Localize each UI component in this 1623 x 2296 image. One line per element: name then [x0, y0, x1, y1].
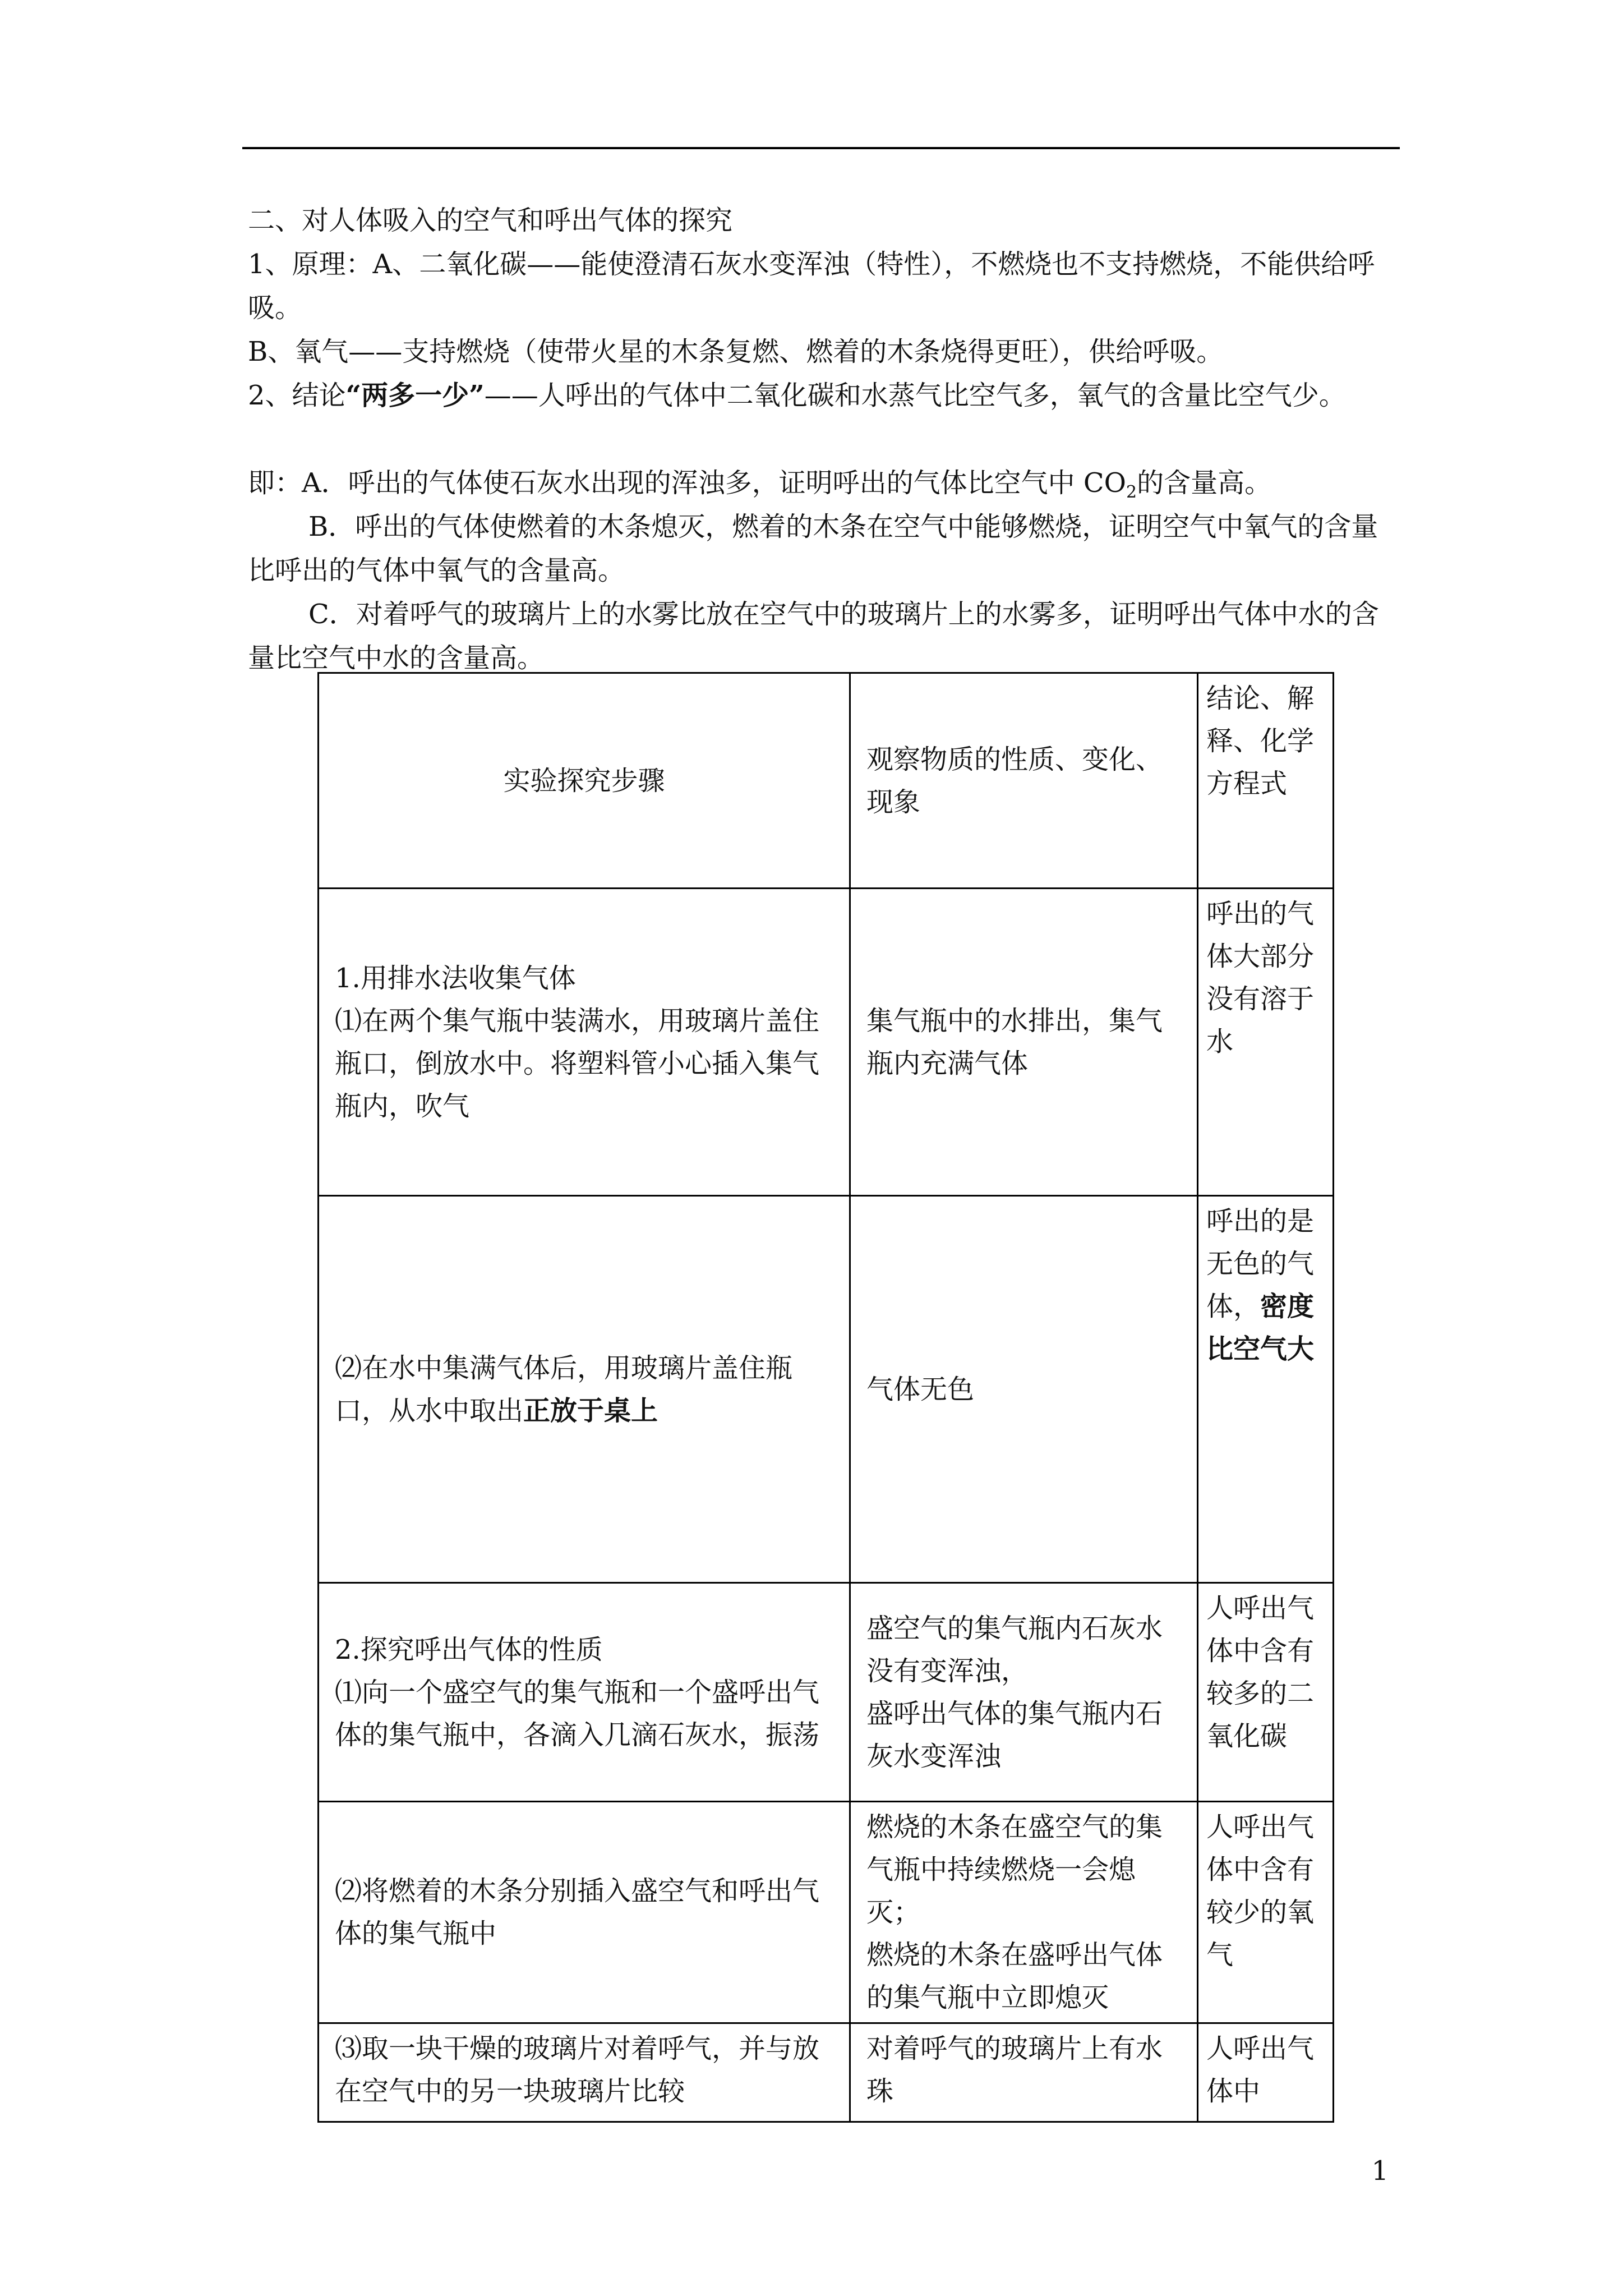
conclusion-line	[248, 374, 1403, 417]
principle-b: B、氧气——支持燃烧（使带火星的木条复燃、燃着的木条烧得更旺），供给呼吸。	[248, 336, 1224, 367]
row4-observation-1: 燃烧的木条在盛空气的集气瓶中持续燃烧一会熄灭；	[866, 1811, 1163, 1928]
row3-observation-2: 盛呼出气体的集气瓶内石灰水变浑浊	[866, 1697, 1163, 1772]
row3-step	[319, 1583, 850, 1802]
conclusion-rest: ——人呼出的气体中二氧化碳和水蒸气比空气多，氧气的含量比空气少。	[484, 380, 1346, 411]
row4-conclusion: 人呼出气体中含有较少的氧气	[1198, 1802, 1334, 2023]
row1-step-title: 1.用排水法收集气体	[335, 962, 576, 994]
row1-step-detail: ⑴在两个集气瓶中装满水，用玻璃片盖住瓶口，倒放水中。将塑料管小心插入集气瓶内，吹气	[335, 1005, 820, 1122]
row3-step-detail: ⑴向一个盛空气的集气瓶和一个盛呼出气体的集气瓶中，各滴入几滴石灰水，振荡	[335, 1676, 820, 1751]
point-a-post: 的含量高。	[1137, 467, 1272, 499]
row2-conclusion-pre: 呼出的是无色的气体，	[1206, 1205, 1315, 1322]
row4-observation	[850, 1802, 1198, 2023]
row2-observation: 气体无色	[850, 1196, 1198, 1583]
row2-step-pre: ⑵在水中集满气体后，用玻璃片盖住瓶口，从水中取出	[335, 1352, 793, 1427]
table-row	[319, 1196, 1334, 1583]
row2-conclusion-bold: 密度比空气大	[1206, 1291, 1315, 1365]
row2-step	[319, 1196, 850, 1583]
row2-step-bold: 正放于桌上	[523, 1395, 658, 1427]
row4-observation-2: 燃烧的木条在盛呼出气体的集气瓶中立即熄灭	[866, 1939, 1163, 2013]
row1-conclusion: 呼出的气体大部分没有溶于水	[1198, 889, 1334, 1196]
row3-observation-1: 盛空气的集气瓶内石灰水没有变浑浊，	[866, 1612, 1163, 1687]
point-a-pre: 即：A．呼出的气体使石灰水出现的浑浊多，证明呼出的气体比空气中 CO	[248, 467, 1127, 499]
table-row	[319, 1802, 1334, 2023]
section-title: 二、对人体吸入的空气和呼出气体的探究	[248, 205, 733, 236]
point-c: C．对着呼气的玻璃片上的水雾比放在空气中的玻璃片上的水雾多，证明呼出气体中水的含量比空气中水的含量高。	[248, 599, 1379, 674]
row2-conclusion	[1198, 1196, 1334, 1583]
row1-observation: 集气瓶中的水排出，集气瓶内充满气体	[850, 889, 1198, 1196]
principle-a: 1、原理：A、二氧化碳——能使澄清石灰水变浑浊（特性），不燃烧也不支持燃烧，不能供给呼吸。	[248, 249, 1375, 324]
table-row	[319, 889, 1334, 1196]
header-steps: 实验探究步骤	[319, 673, 850, 889]
row1-step	[319, 889, 850, 1196]
row4-step: ⑵将燃着的木条分别插入盛空气和呼出气体的集气瓶中	[319, 1802, 850, 2023]
experiment-table	[317, 672, 1334, 2123]
page-number: 1	[1371, 2155, 1389, 2187]
row3-observation	[850, 1583, 1198, 1802]
row3-conclusion: 人呼出气体中含有较多的二氧化碳	[1198, 1583, 1334, 1802]
header-conclusion: 结论、解释、化学方程式	[1198, 673, 1334, 889]
conclusion-bold: “两多一少”	[345, 380, 485, 411]
row3-step-title: 2.探究呼出气体的性质	[335, 1634, 603, 1665]
table-header-row	[319, 673, 1334, 889]
header-observation: 观察物质的性质、变化、现象	[850, 673, 1198, 889]
point-b: B．呼出的气体使燃着的木条熄灭，燃着的木条在空气中能够燃烧，证明空气中氧气的含量比呼出的气体中氧气的含量高。	[248, 511, 1378, 586]
conclusion-prefix: 2、结论	[248, 380, 346, 411]
point-a	[248, 461, 1403, 505]
row5-observation: 对着呼气的玻璃片上有水珠	[850, 2023, 1198, 2122]
point-a-sub: 2	[1126, 482, 1137, 502]
table-row	[319, 1583, 1334, 1802]
row5-conclusion: 人呼出气体中	[1198, 2023, 1334, 2122]
header-rule	[242, 147, 1400, 149]
table-row	[319, 2023, 1334, 2122]
row5-step: ⑶取一块干燥的玻璃片对着呼气，并与放在空气中的另一块玻璃片比较	[319, 2023, 850, 2122]
